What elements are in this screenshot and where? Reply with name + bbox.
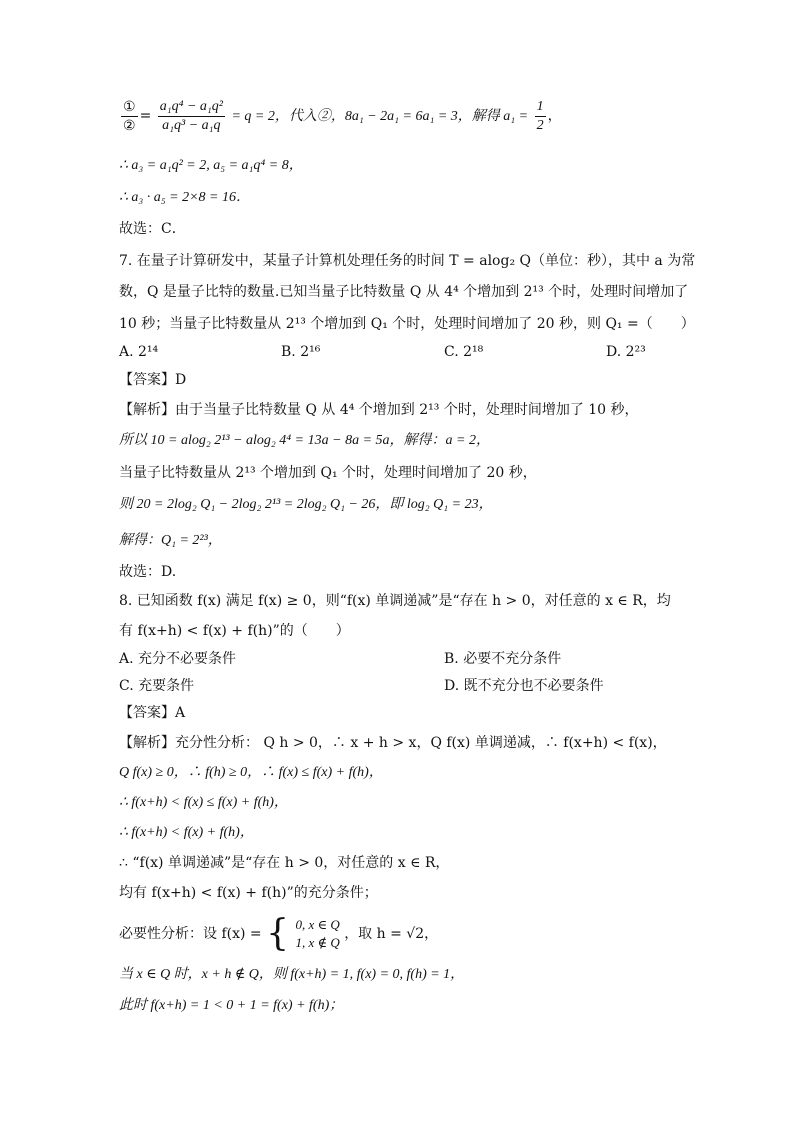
q8-explain-5: ∴ “f(x) 单调递减”是“存在 h > 0，对任意的 x ∈ R， bbox=[119, 855, 450, 871]
solution-line-product: ∴ a₃ · a₅ = 2×8 = 16． bbox=[119, 190, 250, 205]
q7-stem-line1: 7. 在量子计算研发中，某量子计算机处理任务的时间 T = alog₂ Q（单位：秒），其中 a 为常 bbox=[119, 253, 696, 269]
q8-option-a: A. 充分不必要条件 bbox=[119, 651, 237, 667]
ratio-numerator: a₁q⁴ − a₁q² bbox=[158, 98, 225, 117]
solution-line-ratio: $\frac{\text{①}}{\text{②}}$ = $\frac{\text{a₁q⁴ − a₁q²}}{\text{a₁q³ − a₁q}}$ = q = 2，代入②，8a₁ − 2a₁ = 6a₁ = 3，解得 a₁ = $\frac{1}{2}$ ， bbox=[123, 98, 562, 134]
solution-choice: 故选：C． bbox=[119, 221, 186, 237]
q8-option-d: D. 既不充分也不必要条件 bbox=[444, 678, 604, 694]
left-brace-icon: { bbox=[266, 913, 289, 954]
circled-one: ① bbox=[123, 98, 136, 115]
q8-explain-1: 【解析】充分性分析： Q h > 0，∴ x + h > x，Q f(x) 单调递减，∴ f(x+h) < f(x)， bbox=[119, 735, 667, 751]
ratio-end: ， bbox=[547, 108, 562, 124]
q7-stem-line2: 数，Q 是量子比特的数量.已知当量子比特数量 Q 从 4⁴ 个增加到 2¹³ 个时，处理时间增加了 bbox=[119, 284, 689, 300]
q8-stem-line1: 8. 已知函数 f(x) 满足 f(x) ≥ 0，则“f(x) 单调递减”是“存在 h > 0，对任意的 x ∈ R，均 bbox=[119, 593, 671, 609]
q8-explain-7 bbox=[119, 914, 438, 954]
q7-stem-line3: 10 秒；当量子比特数量从 2¹³ 个增加到 Q₁ 个时，处理时间增加了 20 秒，则 Q₁ =（ ） bbox=[119, 316, 695, 332]
q7-explain-3: 当量子比特数量从 2¹³ 个增加到 Q₁ 个时，处理时间增加了 20 秒， bbox=[119, 465, 537, 481]
q7-answer: 【答案】D bbox=[119, 372, 187, 388]
q7-explain-1: 【解析】由于当量子比特数量 Q 从 4⁴ 个增加到 2¹³ 个时，处理时间增加了 10 秒， bbox=[119, 402, 639, 418]
piecewise-lead: 必要性分析：设 f(x) = bbox=[119, 926, 262, 942]
ratio-fraction bbox=[158, 98, 225, 135]
half-denominator: 2 bbox=[536, 117, 544, 133]
solution-line-a3a5: ∴ a₃ = a₁q² = 2, a₅ = a₁q⁴ = 8， bbox=[119, 158, 303, 173]
piecewise-tail: ，取 h = √2， bbox=[344, 926, 439, 942]
circled-two: ② bbox=[123, 117, 136, 134]
q8-explain-3: ∴ f(x+h) < f(x) ≤ f(x) + f(h)， bbox=[119, 795, 288, 810]
q7-option-a: A. 2¹⁴ bbox=[119, 344, 159, 360]
q8-explain-4: ∴ f(x+h) < f(x) + f(h)， bbox=[119, 825, 254, 840]
piecewise-cases bbox=[295, 916, 339, 952]
case-irrational: 1, x ∉ Q bbox=[295, 935, 340, 950]
circled-fraction bbox=[121, 98, 138, 135]
half-fraction bbox=[535, 98, 546, 135]
q7-option-c: C. 2¹⁸ bbox=[444, 344, 484, 360]
q8-explain-9: 此时 f(x+h) = 1 < 0 + 1 = f(x) + f(h)； bbox=[119, 998, 344, 1013]
q7-option-d: D. 2²³ bbox=[606, 344, 646, 360]
q7-explain-2: 所以 10 = alog₂ 2¹³ − alog₂ 4⁴ = 13a − 8a = 5a，解得：a = 2， bbox=[119, 433, 490, 448]
ratio-denominator: a₁q³ − a₁q bbox=[162, 117, 221, 133]
ratio-rest: = q = 2，代入②，8a₁ − 2a₁ = 6a₁ = 3，解得 a₁ = bbox=[231, 109, 529, 124]
case-rational: 0, x ∈ Q bbox=[295, 917, 340, 932]
q7-explain-4: 则 20 = 2log₂ Q₁ − 2log₂ 2¹³ = 2log₂ Q₁ − 26，即 log₂ Q₁ = 23， bbox=[119, 497, 493, 512]
q7-explain-6: 故选：D. bbox=[119, 564, 177, 580]
half-numerator: 1 bbox=[535, 98, 546, 117]
q8-stem-line2: 有 f(x+h) < f(x) + f(h)”的（ ） bbox=[119, 623, 350, 639]
q7-explain-5: 解得：Q₁ = 2²³， bbox=[119, 533, 222, 548]
q8-answer: 【答案】A bbox=[119, 705, 186, 721]
q8-option-b: B. 必要不充分条件 bbox=[444, 651, 562, 667]
q8-explain-2: Q f(x) ≥ 0，∴ f(h) ≥ 0，∴ f(x) ≤ f(x) + f(h)， bbox=[119, 765, 383, 780]
q7-option-b: B. 2¹⁶ bbox=[281, 344, 321, 360]
q8-option-c: C. 充要条件 bbox=[119, 678, 195, 694]
q8-explain-8: 当 x ∈ Q 时，x + h ∉ Q，则 f(x+h) = 1, f(x) = 0, f(h) = 1， bbox=[119, 967, 465, 982]
q8-explain-6: 均有 f(x+h) < f(x) + f(h)”的充分条件； bbox=[119, 885, 378, 901]
